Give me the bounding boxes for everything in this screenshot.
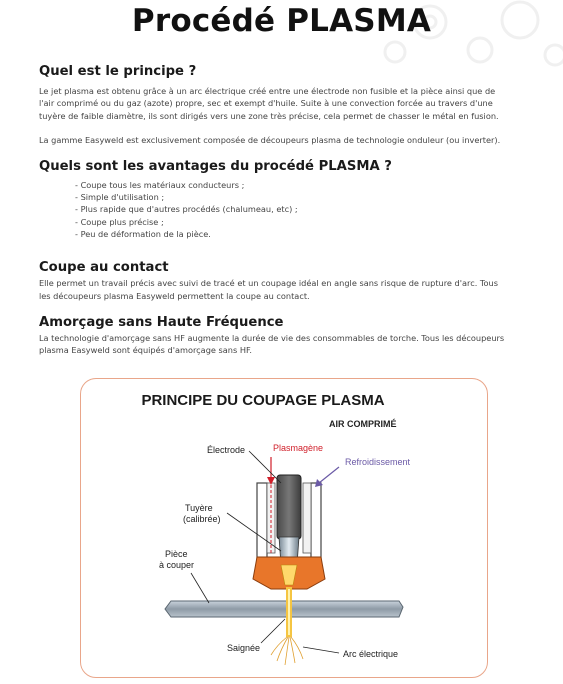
section-heading-contact: Coupe au contact: [39, 260, 169, 276]
tuyere-label-line: Tuyère: [185, 503, 213, 513]
piece-label-line: Pièce: [165, 549, 188, 559]
plasma-cutting-illustration: [81, 379, 487, 677]
article-body: [39, 64, 519, 357]
text-line: Le jet plasma est obtenu grâce à un arc électrique créé entre une électrode non fusible et la pièce ainsi que de: [39, 86, 496, 96]
tuyere-label: [183, 503, 221, 524]
page-title: Procédé PLASMA: [131, 3, 432, 39]
tuyere-label-line: (calibrée): [183, 514, 221, 524]
plasma-diagram: [80, 378, 488, 678]
gamme-paragraph: La gamme Easyweld est exclusivement composée de découpeurs plasma de technologie onduleur (ou inverter).: [39, 135, 501, 146]
list-item: - Plus rapide que d'autres procédés (chalumeau, etc) ;: [75, 203, 519, 215]
list-item: - Peu de déformation de la pièce.: [75, 228, 519, 240]
piece-label-line: à couper: [159, 560, 195, 570]
electrode-label: Électrode: [207, 445, 246, 455]
text-line: La technologie d'amorçage sans HF augmente la durée de vie des consommables de torche. Tous les découpeurs: [39, 332, 505, 343]
section-heading-avantages: Quels sont les avantages du procédé PLASMA ?: [39, 158, 392, 174]
section-heading-amorcage: Amorçage sans Haute Fréquence: [39, 314, 284, 330]
diagram-title: PRINCIPE DU COUPAGE PLASMA: [141, 392, 385, 409]
text-line: tuyère de faible diamètre, ils sont dirigés vers une zone très précise, cela permet de chasser le métal en fusion.: [39, 110, 499, 121]
refroidissement-arrow: [319, 467, 339, 483]
principe-paragraph: [39, 85, 519, 122]
piece-label: [159, 549, 194, 570]
section-heading-principe: Quel est le principe ?: [39, 64, 197, 79]
text-line: les découpeurs plasma Easyweld permettent la coupe au contact.: [39, 290, 310, 301]
saignee-label: Saignée: [227, 643, 261, 653]
arc-label: Arc électrique: [343, 649, 399, 659]
avantages-list: [39, 179, 519, 240]
contact-paragraph: [39, 277, 519, 302]
sparks: [271, 637, 303, 665]
list-item: - Coupe plus précise ;: [75, 216, 519, 228]
list-item: - Coupe tous les matériaux conducteurs ;: [75, 179, 519, 191]
list-item: - Simple d'utilisation ;: [75, 191, 519, 203]
text-line: plasma Easyweld sont équipés d'amorçage sans HF.: [39, 345, 253, 356]
text-line: Elle permet un travail précis avec suivi de tracé et un coupage idéal en angle sans risque de rupture d'arc. Tous: [39, 278, 498, 289]
air-label: AIR COMPRIMÉ: [329, 419, 397, 429]
text-line: l'air comprimé ou du gaz (azote) propre, sec et exempt d'huile. Suite à une convection forcée au travers d'une: [39, 98, 493, 109]
amorcage-paragraph: [39, 332, 519, 357]
electrode: [277, 475, 301, 539]
workpiece: [165, 601, 403, 617]
refroidissement-label: Refroidissement: [345, 457, 411, 467]
plasmagene-label: Plasmagène: [273, 443, 324, 453]
